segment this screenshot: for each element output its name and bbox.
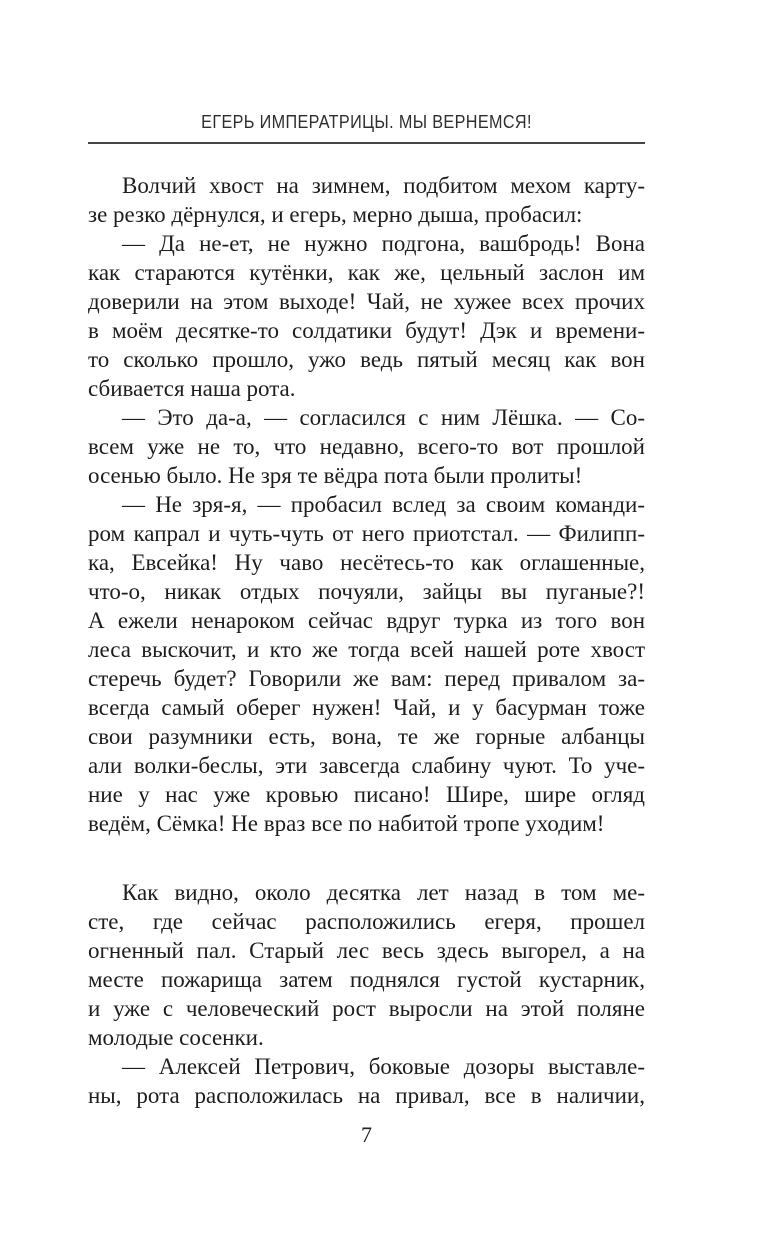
text-line: как стараются кутёнки, как же, цельный заслон им bbox=[88, 260, 645, 285]
paragraph bbox=[88, 229, 645, 403]
text-line: ка, Евсейка! Ну чаво несётесь-то как оглашенные, bbox=[88, 550, 645, 575]
page-body bbox=[88, 171, 645, 1110]
text-line: — Алексей Петрович, боковые дозоры выставле- bbox=[122, 1054, 645, 1079]
text-line: молодые сосенки. bbox=[88, 1025, 264, 1050]
header-rule bbox=[88, 142, 645, 144]
text-line: и уже с человеческий рост выросли на этой поляне bbox=[88, 996, 645, 1021]
text-line: осенью было. Не зря те вёдра пота были пролиты! bbox=[88, 463, 583, 488]
text-line: то сколько прошло, ужо ведь пятый месяц как вон bbox=[88, 347, 645, 372]
text-line: месте пожарища затем поднялся густой кустарник, bbox=[88, 967, 645, 992]
text-line: ние у нас уже кровью писано! Шире, шире огляд bbox=[88, 782, 645, 807]
text-line: леса выскочит, и кто же тогда всей нашей роте хвост bbox=[88, 637, 645, 662]
text-line: Как видно, около десятка лет назад в том ме- bbox=[122, 880, 645, 905]
text-line: ведём, Сёмка! Не враз все по набитой тропе уходим! bbox=[88, 811, 605, 836]
text-line: — Не зря-я, — пробасил вслед за своим команди- bbox=[122, 492, 645, 517]
text-line: А ежели ненароком сейчас вдруг турка из того вон bbox=[88, 608, 645, 633]
text-line: что-о, никак отдых почуяли, зайцы вы пуганые?! bbox=[88, 579, 645, 604]
text-line: в моём десятке-то солдатики будут! Дэк и времени- bbox=[88, 318, 645, 343]
paragraph bbox=[88, 403, 645, 490]
text-line: всегда самый оберег нужен! Чай, и у басурман тоже bbox=[88, 695, 645, 720]
text-line: сте, где сейчас расположились егеря, прошел bbox=[88, 909, 645, 934]
text-line: всем уже не то, что недавно, всего-то вот прошлой bbox=[88, 434, 645, 459]
text-line: — Да не-ет, не нужно подгона, вашбродь! Вона bbox=[122, 231, 645, 256]
text-line: Волчий хвост на зимнем, подбитом мехом карту- bbox=[122, 173, 645, 198]
text-line: свои разумники есть, вона, те же горные албанцы bbox=[88, 724, 645, 749]
text-line: огненный пал. Старый лес весь здесь выгорел, а на bbox=[88, 938, 645, 963]
running-header: ЕГЕРЬ ИМПЕРАТРИЦЫ. МЫ ВЕРНЕМСЯ! bbox=[201, 112, 532, 132]
text-line: али волки-беслы, эти завсегда слабину чуют. То уче- bbox=[88, 753, 645, 778]
text-line: — Это да-а, — согласился с ним Лёшка. — Со- bbox=[122, 405, 645, 430]
page-number: 7 bbox=[361, 1122, 372, 1147]
text-line: зе резко дёрнулся, и егерь, мерно дыша, пробасил: bbox=[88, 202, 583, 227]
text-line: стеречь будет? Говорили же вам: перед привалом за- bbox=[88, 666, 645, 691]
paragraph bbox=[88, 171, 645, 229]
paragraph bbox=[88, 878, 645, 1052]
text-line: доверили на этом выходе! Чай, не хужее всех прочих bbox=[88, 289, 645, 314]
paragraph bbox=[88, 490, 645, 838]
text-line: ны, рота расположилась на привал, все в наличии, bbox=[88, 1083, 645, 1108]
text-line: ром капрал и чуть-чуть от него приотстал. — Филипп- bbox=[88, 521, 645, 546]
paragraph bbox=[88, 1052, 645, 1110]
text-line: сбивается наша рота. bbox=[88, 376, 296, 401]
